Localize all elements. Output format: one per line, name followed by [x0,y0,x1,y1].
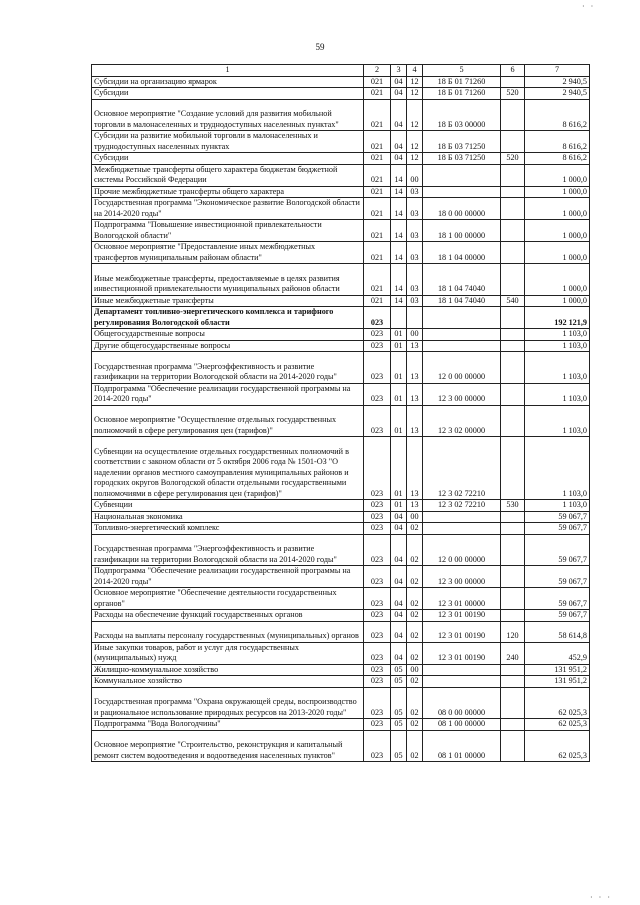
row-ministry-cell: 023 [364,383,391,405]
row-section-cell: 04 [391,621,407,642]
row-subsection-cell: 02 [407,523,423,535]
row-subsection-cell: 13 [407,383,423,405]
row-type-cell [501,511,525,523]
table-row [92,99,590,131]
row-section-cell: 05 [391,664,407,676]
row-subsection-cell: 12 [407,153,423,165]
table-row [92,340,590,352]
row-section-cell: 01 [391,500,407,512]
row-type-cell: 530 [501,500,525,512]
row-subsection-cell: 13 [407,437,423,500]
row-name-cell: Коммунальное хозяйство [92,676,364,688]
row-ministry-cell: 021 [364,131,391,153]
row-name-cell: Подпрограмма "Обеспечение реализации государственной программы на 2014-2020 годы" [92,383,364,405]
row-amount-cell: 59 067,7 [525,511,590,523]
row-section-cell: 04 [391,88,407,100]
row-amount-cell: 8 616,2 [525,131,590,153]
row-target-cell: 08 0 00 00000 [423,687,501,719]
row-type-cell: 520 [501,88,525,100]
row-section-cell: 04 [391,610,407,622]
table-header-row [92,65,590,77]
row-amount-cell: 1 000,0 [525,295,590,307]
row-subsection-cell: 02 [407,621,423,642]
table-row [92,242,590,264]
row-section-cell: 04 [391,99,407,131]
table-row [92,307,590,329]
table-row [92,295,590,307]
header-cell-target: 5 [423,65,501,77]
row-type-cell: 120 [501,621,525,642]
row-subsection-cell: 03 [407,295,423,307]
row-type-cell [501,719,525,731]
row-target-cell [423,329,501,341]
row-subsection-cell: 02 [407,588,423,610]
row-ministry-cell: 023 [364,687,391,719]
table-row [92,523,590,535]
corner-mark-bottom: · · · [590,893,612,902]
row-amount-cell: 58 614,8 [525,621,590,642]
row-name-cell: Жилищно-коммунальное хозяйство [92,664,364,676]
row-type-cell: 520 [501,153,525,165]
row-type-cell [501,383,525,405]
row-target-cell [423,511,501,523]
row-type-cell [501,264,525,296]
row-amount-cell: 192 121,9 [525,307,590,329]
row-subsection-cell: 12 [407,88,423,100]
row-amount-cell: 59 067,7 [525,523,590,535]
row-ministry-cell: 021 [364,99,391,131]
row-subsection-cell: 00 [407,329,423,341]
row-amount-cell: 1 103,0 [525,383,590,405]
row-subsection-cell: 00 [407,511,423,523]
row-amount-cell: 1 103,0 [525,437,590,500]
table-row [92,220,590,242]
table-row [92,76,590,88]
row-target-cell: 18 1 00 00000 [423,220,501,242]
row-ministry-cell: 023 [364,621,391,642]
row-ministry-cell: 021 [364,186,391,198]
page-number: 59 [315,42,325,52]
row-name-cell: Основное мероприятие "Осуществление отдельных государственных полномочий в сфере регулирования цен (тарифов)" [92,405,364,437]
row-name-cell: Прочие межбюджетные трансферты общего характера [92,186,364,198]
row-name-cell: Другие общегосударственные вопросы [92,340,364,352]
row-type-cell [501,405,525,437]
row-type-cell: 240 [501,642,525,664]
header-cell-section: 3 [391,65,407,77]
row-type-cell [501,198,525,220]
row-amount-cell: 131 951,2 [525,676,590,688]
row-subsection-cell: 13 [407,500,423,512]
row-name-cell: Государственная программа "Энергоэффективность и развитие газификации на территории Вологодской области на 2014-2020 годы" [92,534,364,566]
row-ministry-cell: 023 [364,676,391,688]
row-type-cell [501,164,525,186]
row-ministry-cell: 023 [364,500,391,512]
row-target-cell: 18 Б 03 00000 [423,99,501,131]
row-name-cell: Субвенции [92,500,364,512]
row-subsection-cell: 03 [407,264,423,296]
row-subsection-cell: 02 [407,610,423,622]
row-section-cell: 01 [391,352,407,384]
row-ministry-cell: 023 [364,588,391,610]
header-cell-subsection: 4 [407,65,423,77]
row-amount-cell: 1 000,0 [525,242,590,264]
row-section-cell: 14 [391,242,407,264]
row-type-cell [501,687,525,719]
row-ministry-cell: 023 [364,307,391,329]
row-amount-cell: 62 025,3 [525,730,590,762]
row-amount-cell: 1 103,0 [525,329,590,341]
row-amount-cell: 59 067,7 [525,610,590,622]
row-section-cell: 04 [391,588,407,610]
row-amount-cell: 2 940,5 [525,88,590,100]
table-row [92,437,590,500]
row-ministry-cell: 023 [364,511,391,523]
row-ministry-cell: 023 [364,405,391,437]
row-section-cell: 01 [391,405,407,437]
corner-mark-top: · · [582,2,596,11]
row-amount-cell: 1 103,0 [525,500,590,512]
row-name-cell: Национальная экономика [92,511,364,523]
row-type-cell [501,523,525,535]
row-name-cell: Субсидии [92,88,364,100]
row-amount-cell: 2 940,5 [525,76,590,88]
row-subsection-cell [407,307,423,329]
row-name-cell: Иные межбюджетные трансферты, предоставляемые в целях развития инвестиционной привлекательности муниципальных районов области [92,264,364,296]
row-name-cell: Подпрограмма "Обеспечение реализации государственной программы на 2014-2020 годы" [92,566,364,588]
row-amount-cell: 62 025,3 [525,719,590,731]
row-subsection-cell: 13 [407,405,423,437]
row-amount-cell: 1 000,0 [525,186,590,198]
row-subsection-cell: 12 [407,99,423,131]
row-ministry-cell: 021 [364,220,391,242]
row-section-cell: 14 [391,198,407,220]
row-ministry-cell: 023 [364,664,391,676]
row-target-cell: 18 1 04 00000 [423,242,501,264]
row-amount-cell: 1 103,0 [525,340,590,352]
row-target-cell: 12 3 01 00190 [423,642,501,664]
row-target-cell: 12 3 01 00000 [423,588,501,610]
table-row [92,186,590,198]
row-target-cell [423,340,501,352]
row-type-cell [501,307,525,329]
table-row [92,405,590,437]
row-name-cell: Топливно-энергетический комплекс [92,523,364,535]
table-row [92,664,590,676]
row-name-cell: Государственная программа "Экономическое развитие Вологодской области на 2014-2020 годы" [92,198,364,220]
table-row [92,534,590,566]
row-subsection-cell: 02 [407,730,423,762]
row-target-cell [423,307,501,329]
row-target-cell: 12 3 02 72210 [423,500,501,512]
row-amount-cell: 62 025,3 [525,687,590,719]
row-name-cell: Субсидии на развитие мобильной торговли в малонаселенных и труднодоступных населенных пунктах [92,131,364,153]
row-ministry-cell: 023 [364,534,391,566]
row-section-cell: 14 [391,164,407,186]
row-section-cell: 14 [391,295,407,307]
table-row [92,264,590,296]
row-target-cell: 12 0 00 00000 [423,352,501,384]
row-amount-cell: 8 616,2 [525,99,590,131]
row-type-cell [501,329,525,341]
row-section-cell: 05 [391,676,407,688]
row-target-cell [423,186,501,198]
row-name-cell: Расходы на обеспечение функций государственных органов [92,610,364,622]
row-subsection-cell: 00 [407,164,423,186]
row-type-cell [501,131,525,153]
row-subsection-cell: 03 [407,198,423,220]
row-type-cell [501,730,525,762]
row-type-cell [501,610,525,622]
row-section-cell: 04 [391,511,407,523]
row-target-cell: 12 3 02 00000 [423,405,501,437]
row-subsection-cell: 00 [407,664,423,676]
row-target-cell: 18 Б 03 71250 [423,131,501,153]
row-target-cell: 08 1 01 00000 [423,730,501,762]
table-row [92,610,590,622]
table-row [92,383,590,405]
row-target-cell [423,164,501,186]
row-subsection-cell: 03 [407,186,423,198]
row-subsection-cell: 12 [407,76,423,88]
row-type-cell [501,664,525,676]
table-row [92,566,590,588]
row-target-cell: 18 Б 03 71250 [423,153,501,165]
row-ministry-cell: 023 [364,340,391,352]
row-section-cell: 01 [391,383,407,405]
row-target-cell [423,523,501,535]
row-type-cell [501,99,525,131]
row-type-cell [501,340,525,352]
row-target-cell: 18 1 04 74040 [423,295,501,307]
row-ministry-cell: 021 [364,242,391,264]
table-row [92,164,590,186]
row-ministry-cell: 023 [364,437,391,500]
row-type-cell [501,220,525,242]
row-name-cell: Основное мероприятие "Предоставление иных межбюджетных трансфертов муниципальным районам области" [92,242,364,264]
row-type-cell [501,437,525,500]
row-section-cell: 05 [391,730,407,762]
row-subsection-cell: 02 [407,642,423,664]
row-section-cell: 04 [391,76,407,88]
table-row [92,687,590,719]
row-name-cell: Основное мероприятие "Строительство, реконструкция и капитальный ремонт систем водоотведения и водоотведения населенных пунктов" [92,730,364,762]
row-target-cell: 12 3 00 00000 [423,383,501,405]
row-amount-cell: 1 000,0 [525,198,590,220]
row-ministry-cell: 021 [364,295,391,307]
budget-table [91,64,590,762]
row-ministry-cell: 021 [364,164,391,186]
row-target-cell: 12 3 01 00190 [423,610,501,622]
table-row [92,621,590,642]
row-name-cell: Иные закупки товаров, работ и услуг для государственных (муниципальных) нужд [92,642,364,664]
row-ministry-cell: 023 [364,566,391,588]
row-ministry-cell: 023 [364,642,391,664]
row-ministry-cell: 023 [364,523,391,535]
row-amount-cell: 59 067,7 [525,588,590,610]
row-type-cell [501,186,525,198]
row-target-cell [423,664,501,676]
row-ministry-cell: 021 [364,264,391,296]
row-amount-cell: 452,9 [525,642,590,664]
row-ministry-cell: 021 [364,153,391,165]
row-ministry-cell: 021 [364,76,391,88]
row-section-cell: 14 [391,186,407,198]
row-section-cell: 14 [391,220,407,242]
table-row [92,131,590,153]
row-target-cell: 08 1 00 00000 [423,719,501,731]
row-section-cell: 04 [391,534,407,566]
row-amount-cell: 59 067,7 [525,534,590,566]
row-section-cell [391,307,407,329]
row-ministry-cell: 023 [364,730,391,762]
row-section-cell: 01 [391,437,407,500]
row-ministry-cell: 021 [364,198,391,220]
row-ministry-cell: 023 [364,610,391,622]
row-target-cell: 12 3 01 00190 [423,621,501,642]
table-row [92,676,590,688]
table-row [92,352,590,384]
header-cell-type: 6 [501,65,525,77]
row-subsection-cell: 12 [407,131,423,153]
row-type-cell [501,566,525,588]
row-name-cell: Государственная программа "Энергоэффективность и развитие газификации на территории Вологодской области на 2014-2020 годы" [92,352,364,384]
row-subsection-cell: 02 [407,719,423,731]
row-type-cell: 540 [501,295,525,307]
table-row [92,329,590,341]
table-row [92,719,590,731]
row-section-cell: 05 [391,719,407,731]
row-section-cell: 04 [391,153,407,165]
row-ministry-cell: 023 [364,719,391,731]
row-subsection-cell: 02 [407,676,423,688]
row-name-cell: Департамент топливно-энергетического комплекса и тарифного регулирования Вологодской области [92,307,364,329]
header-cell-amount: 7 [525,65,590,77]
row-name-cell: Иные межбюджетные трансферты [92,295,364,307]
row-name-cell: Основное мероприятие "Создание условий для развития мобильной торговли в малонаселенных и труднодоступных населенных пунктах" [92,99,364,131]
row-name-cell: Подпрограмма "Повышение инвестиционной привлекательности Вологодской области" [92,220,364,242]
row-name-cell: Основное мероприятие "Обеспечение деятельности государственных органов" [92,588,364,610]
row-subsection-cell: 02 [407,687,423,719]
row-section-cell: 01 [391,340,407,352]
table-row [92,88,590,100]
row-name-cell: Расходы на выплаты персоналу государственных (муниципальных) органов [92,621,364,642]
row-target-cell: 12 3 02 72210 [423,437,501,500]
row-name-cell: Межбюджетные трансферты общего характера бюджетам бюджетной системы Российской Федерации [92,164,364,186]
row-section-cell: 04 [391,566,407,588]
row-type-cell [501,588,525,610]
row-name-cell: Субсидии на организацию ярмарок [92,76,364,88]
row-name-cell: Подпрограмма "Вода Вологодчины" [92,719,364,731]
row-subsection-cell: 02 [407,534,423,566]
row-type-cell [501,76,525,88]
row-amount-cell: 8 616,2 [525,153,590,165]
row-target-cell: 12 0 00 00000 [423,534,501,566]
table-row [92,198,590,220]
row-target-cell: 18 Б 01 71260 [423,88,501,100]
row-amount-cell: 1 103,0 [525,405,590,437]
row-section-cell: 04 [391,131,407,153]
table-row [92,153,590,165]
row-type-cell [501,676,525,688]
header-cell-name: 1 [92,65,364,77]
row-target-cell: 18 Б 01 71260 [423,76,501,88]
table-row [92,500,590,512]
row-ministry-cell: 021 [364,88,391,100]
row-subsection-cell: 02 [407,566,423,588]
row-target-cell [423,676,501,688]
row-amount-cell: 1 000,0 [525,264,590,296]
row-type-cell [501,352,525,384]
table-row [92,730,590,762]
row-section-cell: 04 [391,523,407,535]
row-amount-cell: 59 067,7 [525,566,590,588]
row-name-cell: Общегосударственные вопросы [92,329,364,341]
row-amount-cell: 1 000,0 [525,164,590,186]
row-section-cell: 05 [391,687,407,719]
row-ministry-cell: 023 [364,329,391,341]
row-section-cell: 14 [391,264,407,296]
row-subsection-cell: 13 [407,340,423,352]
row-subsection-cell: 03 [407,242,423,264]
row-type-cell [501,242,525,264]
row-subsection-cell: 13 [407,352,423,384]
row-name-cell: Государственная программа "Охрана окружающей среды, воспроизводство и рациональное использование природных ресурсов на 2013-2020 годы" [92,687,364,719]
row-section-cell: 01 [391,329,407,341]
row-target-cell: 12 3 00 00000 [423,566,501,588]
row-name-cell: Субсидии [92,153,364,165]
row-target-cell: 18 0 00 00000 [423,198,501,220]
row-ministry-cell: 023 [364,352,391,384]
row-amount-cell: 1 103,0 [525,352,590,384]
table-row [92,511,590,523]
row-target-cell: 18 1 04 74040 [423,264,501,296]
row-type-cell [501,534,525,566]
table-row [92,642,590,664]
header-cell-ministry: 2 [364,65,391,77]
row-amount-cell: 1 000,0 [525,220,590,242]
row-section-cell: 04 [391,642,407,664]
row-subsection-cell: 03 [407,220,423,242]
table-row [92,588,590,610]
row-amount-cell: 131 951,2 [525,664,590,676]
row-name-cell: Субвенции на осуществление отдельных государственных полномочий в соответствии с законом области от 5 октября 2006 года № 1501-ОЗ "О наделении органов местного самоуправления муниципальных районов и городских округов Вологодской области отдельными государственными полномочиями в сфере регулирования цен (тарифов)" [92,437,364,500]
